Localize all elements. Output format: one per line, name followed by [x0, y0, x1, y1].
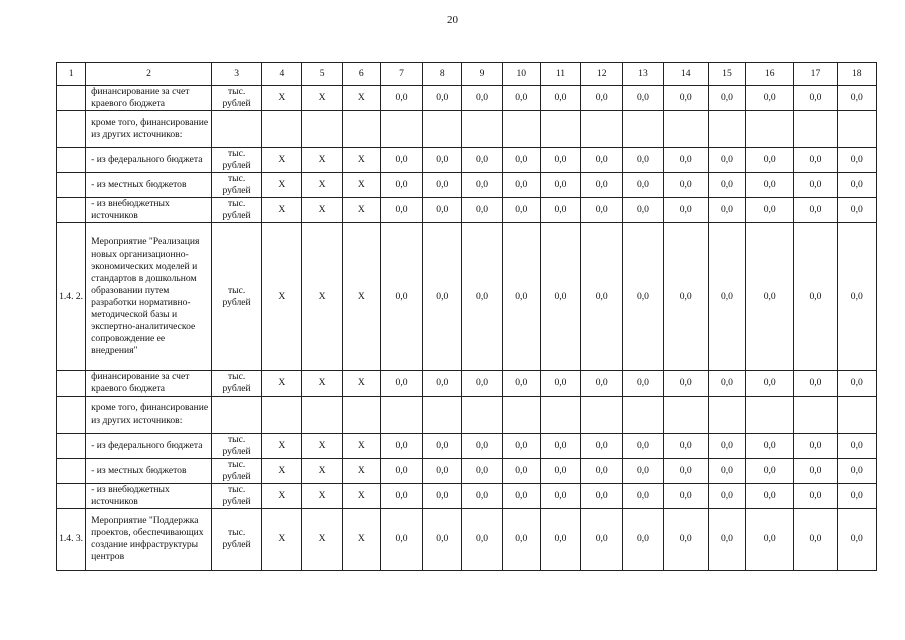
value-cell [302, 396, 342, 433]
value-cell [380, 111, 422, 148]
value-cell [262, 396, 302, 433]
description-cell: - из федерального бюджета [86, 148, 212, 173]
row-number-cell [57, 396, 86, 433]
value-cell: 0,0 [837, 223, 876, 371]
column-header: 4 [262, 63, 302, 86]
value-cell: 0,0 [794, 86, 837, 111]
column-header: 11 [540, 63, 580, 86]
value-cell: 0,0 [794, 148, 837, 173]
value-cell [623, 111, 663, 148]
description-cell: Мероприятие "Реализация новых организационно-экономических моделей и стандартов в дошкольном образовании путем разработки нормативно-методической базы и экспертно-аналитическое сопровождение ее внедрения" [86, 223, 212, 371]
column-header: 3 [211, 63, 261, 86]
value-cell [663, 111, 708, 148]
value-cell: 0,0 [540, 148, 580, 173]
value-cell: 0,0 [581, 86, 623, 111]
row-number-cell [57, 198, 86, 223]
value-cell: 0,0 [462, 173, 502, 198]
value-cell [540, 396, 580, 433]
unit-cell: тыс. рублей [211, 173, 261, 198]
value-cell: 0,0 [623, 458, 663, 483]
table-row [57, 173, 877, 198]
value-cell [837, 111, 876, 148]
value-cell: 0,0 [837, 371, 876, 396]
value-cell: Х [342, 148, 380, 173]
value-cell: 0,0 [423, 371, 462, 396]
value-cell: 0,0 [837, 458, 876, 483]
value-cell: 0,0 [708, 371, 745, 396]
value-cell: 0,0 [581, 508, 623, 570]
value-cell: 0,0 [708, 508, 745, 570]
value-cell: Х [262, 508, 302, 570]
value-cell: Х [262, 458, 302, 483]
value-cell: 0,0 [540, 433, 580, 458]
value-cell [423, 111, 462, 148]
value-cell: 0,0 [502, 433, 540, 458]
value-cell [462, 396, 502, 433]
column-header: 14 [663, 63, 708, 86]
value-cell: 0,0 [663, 433, 708, 458]
row-number-cell [57, 173, 86, 198]
value-cell: 0,0 [581, 198, 623, 223]
value-cell: 0,0 [623, 433, 663, 458]
value-cell: 0,0 [746, 458, 794, 483]
value-cell: Х [262, 433, 302, 458]
value-cell: Х [302, 508, 342, 570]
table-header-row [57, 63, 877, 86]
value-cell: 0,0 [540, 198, 580, 223]
unit-cell: тыс. рублей [211, 483, 261, 508]
table-row [57, 198, 877, 223]
value-cell: Х [342, 198, 380, 223]
unit-cell: тыс. рублей [211, 508, 261, 570]
value-cell: 0,0 [502, 173, 540, 198]
value-cell: 0,0 [502, 198, 540, 223]
unit-cell [211, 111, 261, 148]
value-cell: 0,0 [423, 458, 462, 483]
value-cell: Х [342, 483, 380, 508]
value-cell: Х [302, 148, 342, 173]
value-cell: 0,0 [462, 371, 502, 396]
value-cell: 0,0 [794, 223, 837, 371]
description-cell: кроме того, финансирование из других источников: [86, 111, 212, 148]
value-cell: 0,0 [380, 148, 422, 173]
value-cell: Х [262, 223, 302, 371]
column-header: 13 [623, 63, 663, 86]
value-cell: 0,0 [623, 483, 663, 508]
value-cell: Х [342, 371, 380, 396]
table-row [57, 483, 877, 508]
column-header: 9 [462, 63, 502, 86]
column-header: 8 [423, 63, 462, 86]
row-number-cell: 1.4. 3. [57, 508, 86, 570]
value-cell: 0,0 [502, 86, 540, 111]
value-cell: 0,0 [837, 198, 876, 223]
column-header: 1 [57, 63, 86, 86]
value-cell: 0,0 [708, 458, 745, 483]
value-cell: Х [262, 86, 302, 111]
value-cell: 0,0 [746, 508, 794, 570]
value-cell: 0,0 [423, 173, 462, 198]
unit-cell: тыс. рублей [211, 198, 261, 223]
value-cell [502, 396, 540, 433]
table-row [57, 508, 877, 570]
value-cell: 0,0 [423, 86, 462, 111]
value-cell: 0,0 [540, 223, 580, 371]
value-cell: Х [302, 458, 342, 483]
description-cell: - из внебюджетных источников [86, 198, 212, 223]
value-cell: 0,0 [623, 223, 663, 371]
value-cell: 0,0 [837, 86, 876, 111]
value-cell: 0,0 [746, 483, 794, 508]
value-cell: 0,0 [502, 223, 540, 371]
value-cell: 0,0 [708, 148, 745, 173]
value-cell: Х [302, 173, 342, 198]
description-cell: - из внебюджетных источников [86, 483, 212, 508]
table-row [57, 111, 877, 148]
value-cell: 0,0 [581, 223, 623, 371]
value-cell: 0,0 [794, 508, 837, 570]
value-cell [302, 111, 342, 148]
value-cell [623, 396, 663, 433]
value-cell: Х [342, 86, 380, 111]
row-number-cell [57, 433, 86, 458]
value-cell: Х [342, 508, 380, 570]
value-cell: Х [342, 458, 380, 483]
value-cell: Х [262, 173, 302, 198]
value-cell: 0,0 [380, 223, 422, 371]
value-cell: 0,0 [380, 86, 422, 111]
value-cell: 0,0 [623, 86, 663, 111]
value-cell: 0,0 [540, 371, 580, 396]
value-cell: 0,0 [380, 433, 422, 458]
value-cell: 0,0 [581, 433, 623, 458]
value-cell: 0,0 [462, 433, 502, 458]
value-cell: 0,0 [623, 198, 663, 223]
unit-cell: тыс. рублей [211, 223, 261, 371]
row-number-cell [57, 148, 86, 173]
description-cell: кроме того, финансирование из других источников: [86, 396, 212, 433]
value-cell: 0,0 [708, 86, 745, 111]
value-cell: 0,0 [462, 86, 502, 111]
value-cell: 0,0 [794, 433, 837, 458]
value-cell: 0,0 [663, 86, 708, 111]
value-cell: Х [262, 371, 302, 396]
unit-cell [211, 396, 261, 433]
description-cell: - из федерального бюджета [86, 433, 212, 458]
column-header: 18 [837, 63, 876, 86]
value-cell: 0,0 [663, 173, 708, 198]
value-cell: 0,0 [794, 371, 837, 396]
column-header: 10 [502, 63, 540, 86]
value-cell: Х [302, 198, 342, 223]
value-cell: Х [302, 371, 342, 396]
value-cell: 0,0 [462, 198, 502, 223]
value-cell [262, 111, 302, 148]
value-cell: 0,0 [581, 371, 623, 396]
value-cell: 0,0 [663, 198, 708, 223]
value-cell: 0,0 [794, 173, 837, 198]
column-header: 15 [708, 63, 745, 86]
value-cell: 0,0 [746, 173, 794, 198]
value-cell: 0,0 [663, 458, 708, 483]
value-cell: 0,0 [746, 371, 794, 396]
value-cell: Х [262, 148, 302, 173]
value-cell [794, 111, 837, 148]
value-cell [342, 111, 380, 148]
value-cell: 0,0 [540, 483, 580, 508]
value-cell: 0,0 [581, 173, 623, 198]
row-number-cell: 1.4. 2. [57, 223, 86, 371]
value-cell: 0,0 [502, 148, 540, 173]
value-cell: Х [342, 223, 380, 371]
unit-cell: тыс. рублей [211, 86, 261, 111]
value-cell: 0,0 [794, 483, 837, 508]
value-cell: 0,0 [462, 223, 502, 371]
value-cell [837, 396, 876, 433]
value-cell [746, 111, 794, 148]
value-cell: 0,0 [794, 198, 837, 223]
value-cell: 0,0 [746, 148, 794, 173]
value-cell: 0,0 [502, 371, 540, 396]
value-cell: 0,0 [380, 508, 422, 570]
value-cell [581, 111, 623, 148]
value-cell: 0,0 [380, 458, 422, 483]
value-cell: 0,0 [837, 148, 876, 173]
value-cell: 0,0 [746, 86, 794, 111]
value-cell: 0,0 [380, 371, 422, 396]
row-number-cell [57, 371, 86, 396]
description-cell: финансирование за счет краевого бюджета [86, 371, 212, 396]
value-cell: 0,0 [462, 508, 502, 570]
value-cell: 0,0 [663, 508, 708, 570]
value-cell: 0,0 [746, 433, 794, 458]
value-cell [663, 396, 708, 433]
value-cell [342, 396, 380, 433]
value-cell: 0,0 [380, 483, 422, 508]
value-cell: 0,0 [708, 198, 745, 223]
value-cell [502, 111, 540, 148]
value-cell: 0,0 [462, 483, 502, 508]
value-cell [794, 396, 837, 433]
value-cell: 0,0 [540, 86, 580, 111]
value-cell: 0,0 [423, 223, 462, 371]
value-cell: 0,0 [423, 198, 462, 223]
unit-cell: тыс. рублей [211, 148, 261, 173]
column-header: 6 [342, 63, 380, 86]
value-cell [746, 396, 794, 433]
value-cell: Х [262, 198, 302, 223]
value-cell: 0,0 [462, 148, 502, 173]
value-cell: 0,0 [540, 458, 580, 483]
value-cell: 0,0 [380, 173, 422, 198]
value-cell [423, 396, 462, 433]
value-cell: 0,0 [663, 483, 708, 508]
value-cell: 0,0 [746, 223, 794, 371]
value-cell: 0,0 [540, 173, 580, 198]
value-cell: 0,0 [581, 458, 623, 483]
value-cell [708, 111, 745, 148]
value-cell: Х [302, 223, 342, 371]
value-cell: 0,0 [708, 433, 745, 458]
row-number-cell [57, 86, 86, 111]
row-number-cell [57, 483, 86, 508]
unit-cell: тыс. рублей [211, 433, 261, 458]
value-cell: 0,0 [462, 458, 502, 483]
value-cell: 0,0 [502, 508, 540, 570]
value-cell: Х [302, 433, 342, 458]
column-header: 16 [746, 63, 794, 86]
value-cell: 0,0 [623, 371, 663, 396]
value-cell: 0,0 [663, 223, 708, 371]
column-header: 17 [794, 63, 837, 86]
unit-cell: тыс. рублей [211, 371, 261, 396]
value-cell: Х [262, 483, 302, 508]
value-cell [708, 396, 745, 433]
table-row [57, 371, 877, 396]
value-cell: 0,0 [746, 198, 794, 223]
table-row [57, 458, 877, 483]
value-cell [462, 111, 502, 148]
description-cell: финансирование за счет краевого бюджета [86, 86, 212, 111]
value-cell [581, 396, 623, 433]
value-cell: 0,0 [623, 508, 663, 570]
page-number: 20 [447, 14, 458, 26]
value-cell [540, 111, 580, 148]
value-cell: 0,0 [837, 508, 876, 570]
column-header: 5 [302, 63, 342, 86]
value-cell: 0,0 [423, 148, 462, 173]
budget-table [56, 62, 877, 571]
value-cell: 0,0 [540, 508, 580, 570]
value-cell: Х [342, 433, 380, 458]
column-header: 12 [581, 63, 623, 86]
value-cell: 0,0 [663, 371, 708, 396]
value-cell: 0,0 [502, 483, 540, 508]
column-header: 2 [86, 63, 212, 86]
value-cell: 0,0 [794, 458, 837, 483]
value-cell: Х [302, 86, 342, 111]
value-cell: Х [342, 173, 380, 198]
value-cell: 0,0 [423, 433, 462, 458]
value-cell [380, 396, 422, 433]
value-cell: 0,0 [581, 148, 623, 173]
table-row [57, 433, 877, 458]
column-header: 7 [380, 63, 422, 86]
row-number-cell [57, 111, 86, 148]
value-cell: 0,0 [423, 483, 462, 508]
value-cell: 0,0 [708, 223, 745, 371]
value-cell: 0,0 [837, 433, 876, 458]
value-cell: Х [302, 483, 342, 508]
table-row [57, 86, 877, 111]
unit-cell: тыс. рублей [211, 458, 261, 483]
value-cell: 0,0 [837, 483, 876, 508]
value-cell: 0,0 [502, 458, 540, 483]
row-number-cell [57, 458, 86, 483]
value-cell: 0,0 [623, 148, 663, 173]
description-cell: - из местных бюджетов [86, 173, 212, 198]
value-cell: 0,0 [623, 173, 663, 198]
value-cell: 0,0 [581, 483, 623, 508]
value-cell: 0,0 [663, 148, 708, 173]
value-cell: 0,0 [837, 173, 876, 198]
table-row [57, 223, 877, 371]
description-cell: Мероприятие "Поддержка проектов, обеспечивающих создание инфраструктуры центров [86, 508, 212, 570]
value-cell: 0,0 [380, 198, 422, 223]
table-row [57, 396, 877, 433]
value-cell: 0,0 [708, 173, 745, 198]
value-cell: 0,0 [708, 483, 745, 508]
description-cell: - из местных бюджетов [86, 458, 212, 483]
value-cell: 0,0 [423, 508, 462, 570]
table-row [57, 148, 877, 173]
